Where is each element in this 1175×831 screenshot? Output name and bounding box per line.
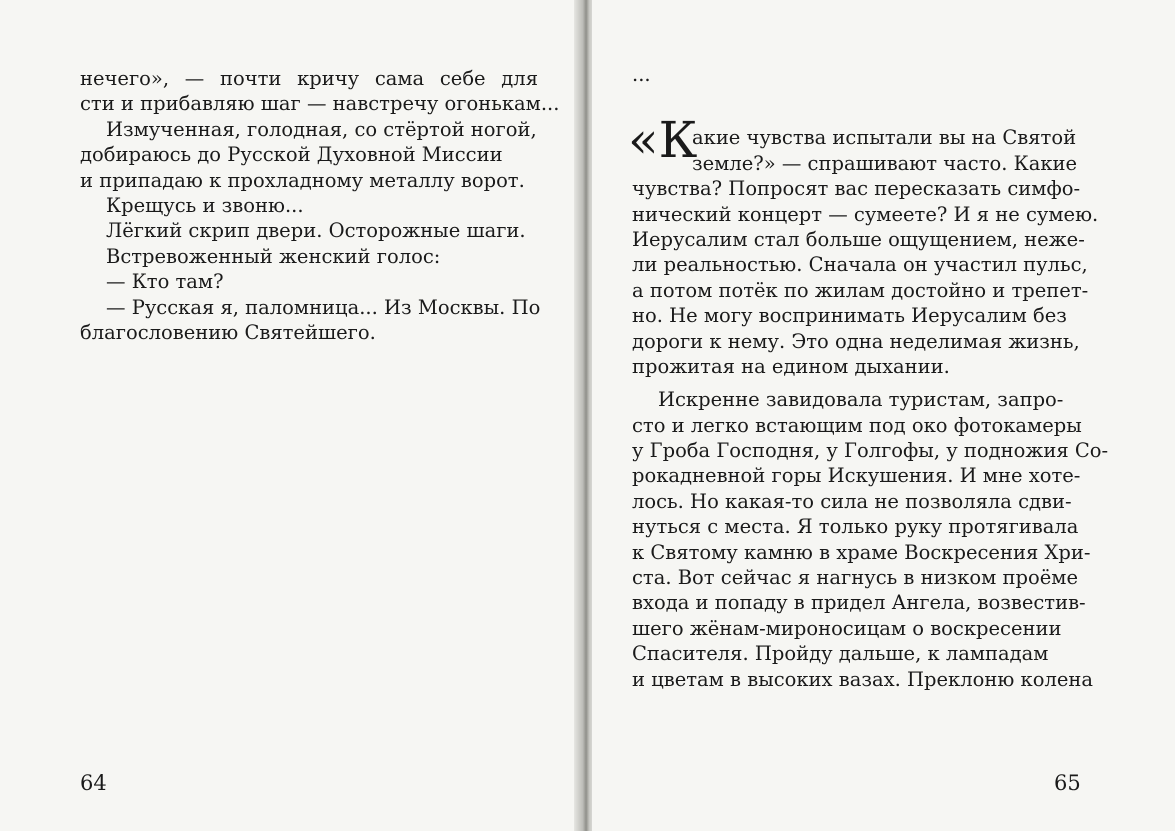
left-page (0, 0, 580, 831)
text-line: сто и легко встающим под око фотокамеры (632, 413, 1082, 437)
text-line: земле?» — спрашивают часто. Какие (692, 151, 1078, 175)
page-number-left: 64 (80, 771, 107, 795)
text-line: акие чувства испытали вы на Святой (692, 126, 1077, 150)
text-line: Встревоженный женский голос: (106, 244, 441, 268)
text-line: Спасителя. Пройду дальше, к лампадам (632, 642, 1049, 666)
text-line: чувства? Попросят вас пересказать симфо- (632, 177, 1081, 201)
page-number-right: 65 (1054, 771, 1081, 795)
text-line: сти и прибавляю шаг — навстречу огонькам... (80, 92, 560, 116)
text-line: нический концерт — сумеете? И я не сумею. (632, 202, 1099, 226)
text-line: Лёгкий скрип двери. Осторожные шаги. (106, 219, 526, 243)
text-line: и припадаю к прохладному металлу ворот. (80, 168, 525, 192)
text-line: у Гроба Господня, у Голгофы, у подножия Со- (632, 439, 1109, 463)
left-page-text (80, 66, 560, 345)
text-line: и цветам в высоких вазах. Преклоню колена (632, 667, 1094, 691)
text-line: Крещусь и звоню... (106, 193, 304, 217)
text-line: — Кто там? (106, 270, 224, 294)
text-line: к Святому камню в храме Воскресения Хри- (632, 540, 1091, 564)
section-gap (632, 87, 1082, 125)
section-ellipsis: ... (632, 63, 651, 86)
text-line: входа и попаду в придел Ангела, возвестив- (632, 591, 1086, 615)
text-line: ли реальностью. Сначала он участил пульс, (632, 253, 1088, 277)
text-line: дороги к нему. Это одна неделимая жизнь, (632, 329, 1080, 353)
text-line: ста. Вот сейчас я нагнусь в низком проёме (632, 566, 1078, 590)
text-line: прожитая на едином дыхании. (632, 354, 950, 378)
text-line: но. Не могу воспринимать Иерусалим без (632, 304, 1067, 328)
dropcap-letter: «К (628, 111, 698, 170)
text-line: — Русская я, паломница... Из Москвы. По (106, 295, 541, 319)
text-line: а потом потёк по жилам достойно и трепет- (632, 278, 1089, 302)
text-line: нечего», — почти кричу сама себе для (80, 67, 538, 90)
right-page-text (628, 62, 1109, 692)
text-line: лось. Но какая-то сила не позволяла сдви- (632, 489, 1072, 513)
text-line: нуться с места. Я только руку протягивала (632, 515, 1079, 539)
paragraph-gap (632, 379, 1082, 387)
text-line: Искренне завидовала туристам, запро- (658, 388, 1064, 412)
text-line: Иерусалим стал больше ощущением, неже- (632, 227, 1085, 251)
text-line: шего жёнам-мироносицам о воскресении (632, 616, 1062, 640)
text-line: Измученная, голодная, со стёртой ногой, (106, 117, 537, 141)
text-line: добираюсь до Русской Духовной Миссии (80, 143, 503, 167)
dropcap-line-2 (632, 151, 1082, 176)
text-line: благословению Святейшего. (80, 320, 376, 344)
text-line: рокадневной горы Искушения. И мне хоте- (632, 464, 1081, 488)
right-page (592, 0, 1175, 831)
